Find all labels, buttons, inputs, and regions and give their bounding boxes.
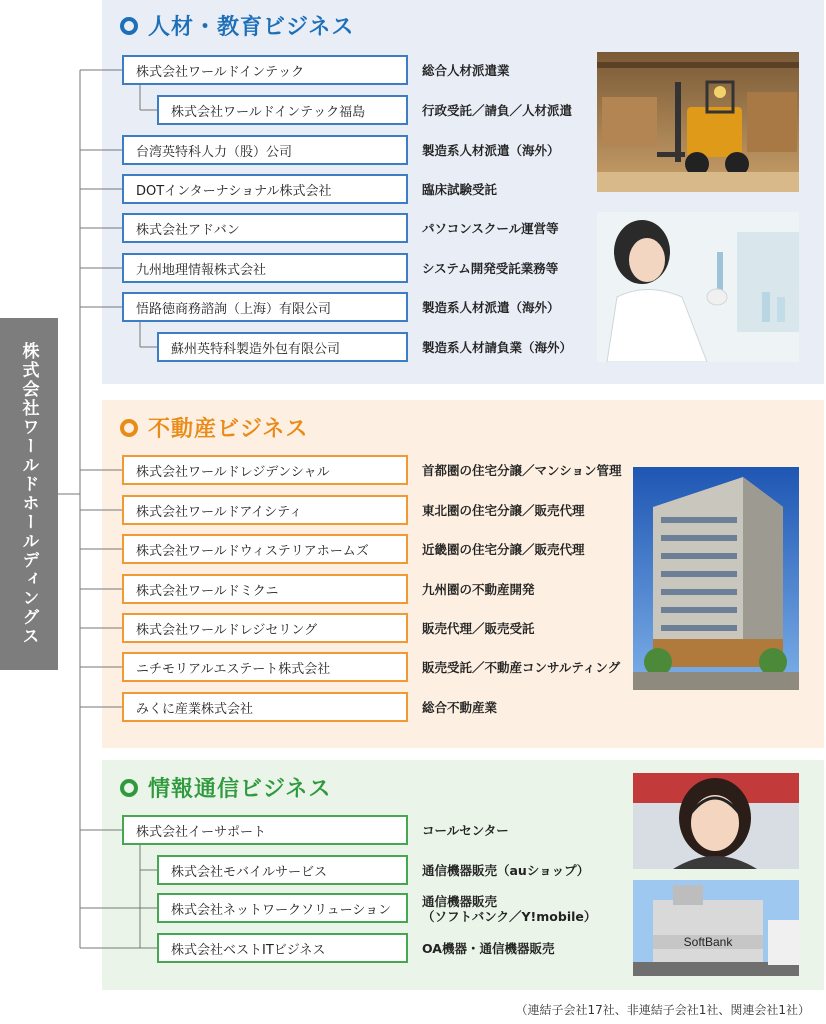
business-line-2: （ソフトバンク／Y!mobile） (422, 909, 597, 924)
company-box: 株式会社ネットワークソリューション (157, 893, 408, 923)
company-box: DOTインターナショナル株式会社 (122, 174, 408, 204)
company-business: 九州圏の不動産開発 (422, 582, 535, 597)
section-title-text: 人材・教育ビジネス (148, 15, 355, 40)
laboratory-researcher-photo (597, 212, 799, 362)
company-box: 株式会社ベストITビジネス (157, 933, 408, 963)
company-box: 悟路徳商務諮詢（上海）有限公司 (122, 292, 408, 322)
company-box: 株式会社モバイルサービス (157, 855, 408, 885)
company-business (422, 894, 596, 924)
company-business: 通信機器販売（auショップ） (422, 863, 590, 878)
company-box: 株式会社ワールドウィステリアホームズ (122, 534, 408, 564)
company-box: 株式会社アドバン (122, 213, 408, 243)
section-title-real-estate (120, 412, 308, 443)
company-box: ニチモリアルエステート株式会社 (122, 652, 408, 682)
company-business: OA機器・通信機器販売 (422, 941, 555, 956)
section-title-telecom (120, 772, 331, 803)
company-business: 首都圏の住宅分譲／マンション管理 (422, 463, 622, 478)
company-box: 株式会社ワールドレジセリング (122, 613, 408, 643)
company-box: 株式会社ワールドアイシティ (122, 495, 408, 525)
company-business: 販売受託／不動産コンサルティング (422, 660, 621, 675)
circle-bullet-icon (120, 779, 138, 797)
company-box: 株式会社イーサポート (122, 815, 408, 845)
company-business: システム開発受託業務等 (422, 261, 559, 276)
forklift-warehouse-photo (597, 52, 799, 192)
company-box: 株式会社ワールドインテック福島 (157, 95, 408, 125)
company-box: 株式会社ワールドレジデンシャル (122, 455, 408, 485)
section-title-text: 情報通信ビジネス (148, 777, 332, 802)
section-title-text: 不動産ビジネス (148, 417, 309, 442)
company-business: パソコンスクール運営等 (422, 221, 559, 236)
softbank-sign-text: SoftBank (683, 935, 733, 949)
company-box: みくに産業株式会社 (122, 692, 408, 722)
company-box: 株式会社ワールドミクニ (122, 574, 408, 604)
company-business: 東北圏の住宅分譲／販売代理 (422, 503, 585, 518)
company-box: 株式会社ワールドインテック (122, 55, 408, 85)
company-box: 蘇州英特科製造外包有限公司 (157, 332, 408, 362)
softbank-shop-photo (633, 880, 799, 976)
footnote: （連結子会社17社、非連結子会社1社、関連会社1社） (515, 1003, 810, 1017)
company-business: 臨床試験受託 (422, 182, 498, 197)
company-box: 九州地理情報株式会社 (122, 253, 408, 283)
company-business: 製造系人材派遣（海外） (422, 143, 560, 158)
circle-bullet-icon (120, 17, 138, 35)
company-business: 行政受託／請負／人材派遣 (422, 103, 573, 118)
company-business: コールセンター (422, 823, 509, 838)
business-line-1: 通信機器販売 (422, 894, 498, 909)
company-business: 製造系人材派遣（海外） (422, 300, 560, 315)
holding-company-box: 株式会社ワールドホールディングス (0, 318, 58, 670)
call-center-operator-photo (633, 773, 799, 869)
company-business: 販売代理／販売受託 (422, 621, 535, 636)
company-business: 製造系人材請負業（海外） (422, 340, 573, 355)
company-business: 総合人材派遣業 (422, 63, 510, 78)
company-business: 近畿圏の住宅分譲／販売代理 (422, 542, 585, 557)
condominium-building-photo (633, 467, 799, 690)
section-title-hr (120, 10, 354, 41)
circle-bullet-icon (120, 419, 138, 437)
company-box: 台湾英特科人力（股）公司 (122, 135, 408, 165)
company-business: 総合不動産業 (422, 700, 498, 715)
